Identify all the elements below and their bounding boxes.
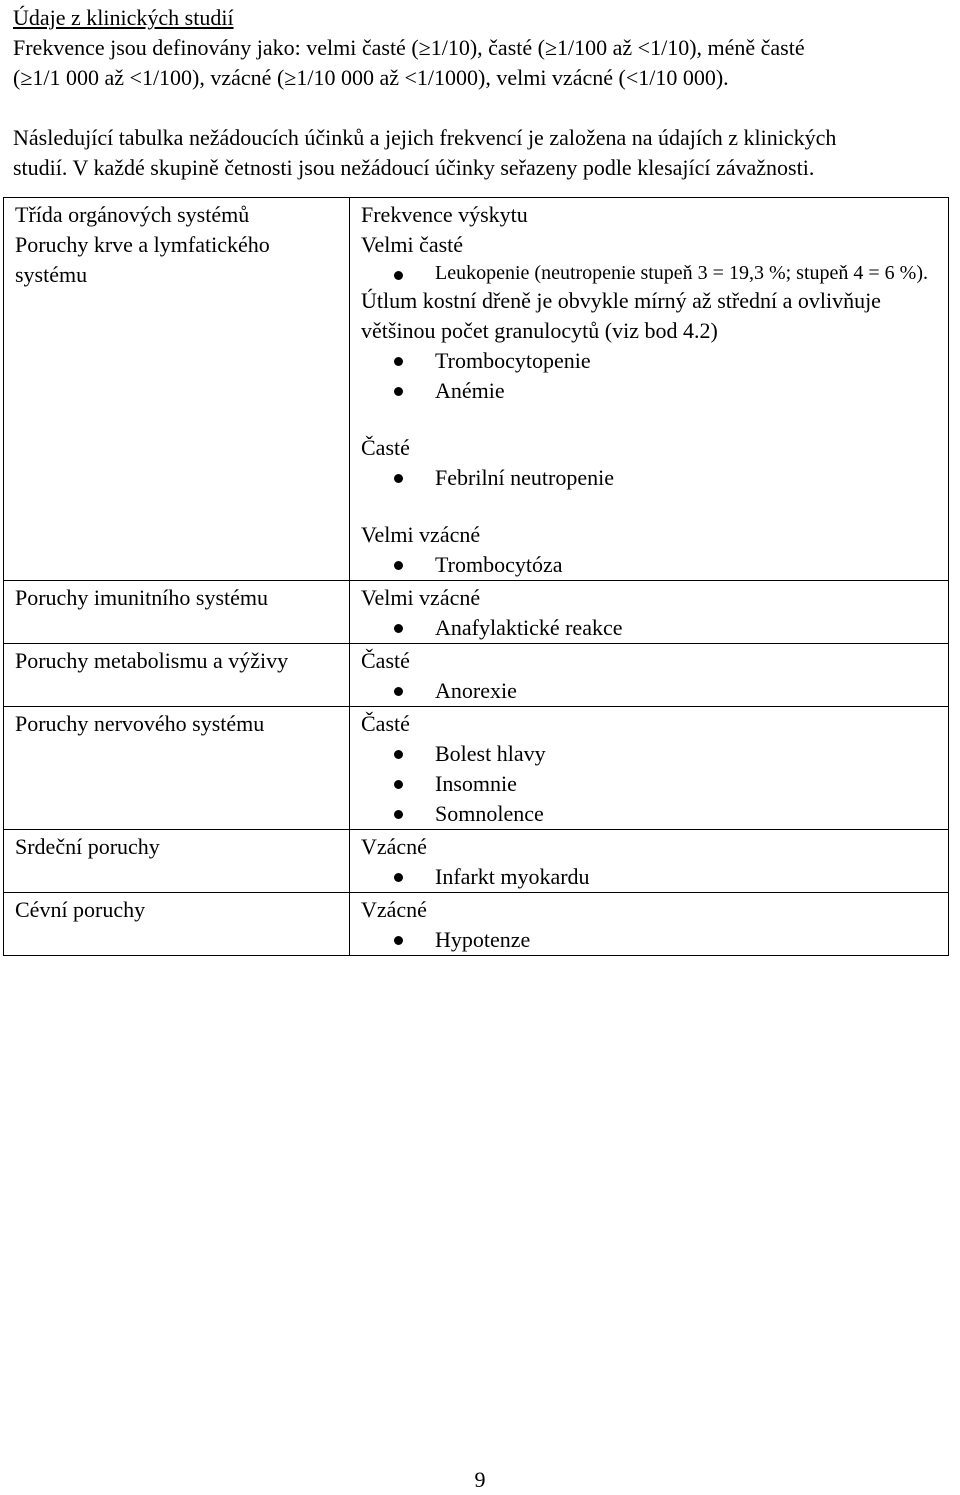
list-item: Leukopenie (neutropenie stupeň 3 = 19,3 %; stupeň 4 = 6 %).: [361, 260, 940, 286]
frequency-label: Velmi vzácné: [361, 585, 481, 610]
table-intro-line-2: studií. V každé skupině četnosti jsou nežádoucí účinky seřazeny podle klesající závažnosti.: [13, 155, 815, 180]
column-header-frequency: Frekvence výskytu: [361, 202, 528, 227]
bone-marrow-note: Útlum kostní dřeně je obvykle mírný až střední a ovlivňuje většinou počet granulocytů (viz bod 4.2): [361, 288, 881, 343]
table-row: [4, 893, 949, 956]
list-item: Anorexie: [361, 676, 940, 706]
organ-class: Cévní poruchy: [4, 893, 350, 956]
frequency-label: Velmi vzácné: [361, 522, 481, 547]
adverse-effects-table: [3, 197, 949, 956]
list-item: Hypotenze: [361, 925, 940, 955]
frequency-label: Časté: [361, 435, 410, 460]
column-header-organ-class: Třída orgánových systémů: [15, 202, 250, 227]
organ-class: Poruchy metabolismu a výživy: [4, 644, 350, 707]
table-row: [4, 581, 949, 644]
section-heading: Údaje z klinických studií: [13, 5, 234, 30]
list-item: Trombocytóza: [361, 550, 940, 580]
table-row: [4, 198, 949, 581]
frequency-definition-line-1: Frekvence jsou definovány jako: velmi časté (≥1/10), časté (≥1/100 až <1/10), méně časté: [13, 35, 805, 60]
list-item: Insomnie: [361, 769, 940, 799]
table-row: [4, 830, 949, 893]
list-item: Anémie: [361, 376, 940, 406]
list-item: Trombocytopenie: [361, 346, 940, 376]
organ-class: Srdeční poruchy: [4, 830, 350, 893]
frequency-label: Velmi časté: [361, 232, 464, 257]
frequency-definition-line-2: (≥1/1 000 až <1/100), vzácné (≥1/10 000 až <1/1000), velmi vzácné (<1/10 000).: [13, 65, 729, 90]
frequency-label: Časté: [361, 648, 410, 673]
list-item: Febrilní neutropenie: [361, 463, 940, 493]
organ-class-blood: Poruchy krve a lymfatického systému: [15, 232, 270, 287]
page-number: 9: [474, 1467, 486, 1492]
list-item: Infarkt myokardu: [361, 862, 940, 892]
list-item: Somnolence: [361, 799, 940, 829]
frequency-label: Vzácné: [361, 897, 427, 922]
organ-class: Poruchy nervového systému: [4, 707, 350, 830]
list-item: Bolest hlavy: [361, 739, 940, 769]
table-row: [4, 707, 949, 830]
organ-class: Poruchy imunitního systému: [4, 581, 350, 644]
table-intro-line-1: Následující tabulka nežádoucích účinků a jejich frekvencí je založena na údajích z klinických: [13, 125, 837, 150]
table-row: [4, 644, 949, 707]
document-page: [13, 0, 958, 956]
frequency-label: Vzácné: [361, 834, 427, 859]
frequency-label: Časté: [361, 711, 410, 736]
list-item: Anafylaktické reakce: [361, 613, 940, 643]
